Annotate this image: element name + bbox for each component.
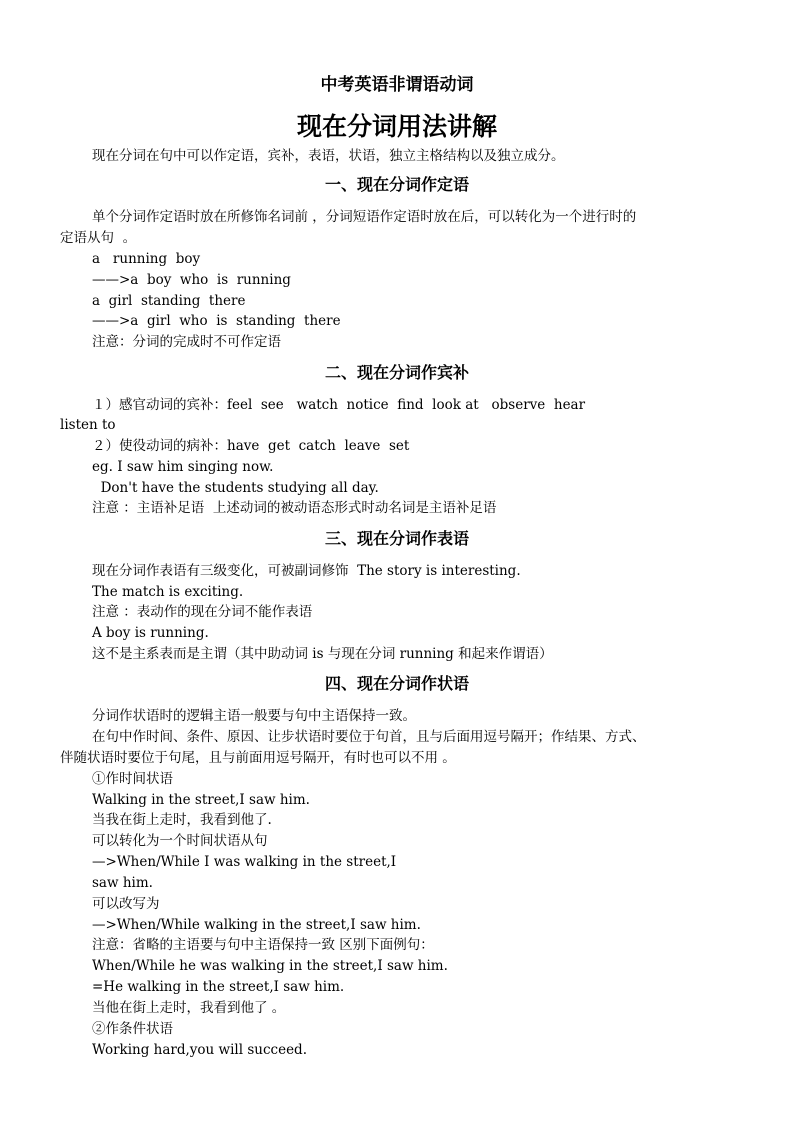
body-line: ②作条件状语 bbox=[92, 1021, 173, 1037]
body-line: saw him. bbox=[92, 875, 153, 891]
body-line: a girl standing there bbox=[92, 293, 246, 309]
body-line: 伴随状语时要位于句尾，且与前面用逗号隔开，有时也可以不用 。 bbox=[60, 750, 456, 766]
body-line: 在句中作时间、条件、原因、让步状语时要位于句首，且与后面用逗号隔开；作结果、方式、 bbox=[92, 729, 646, 745]
body-line: ——>a boy who is running bbox=[92, 272, 291, 288]
body-line: 注意 ：表动作的现在分词不能作表语 bbox=[92, 604, 313, 620]
body-line: eg. I saw him singing now. bbox=[92, 459, 274, 475]
body-line: 可以转化为一个时间状语从句 bbox=[92, 833, 268, 849]
section-heading: 一、现在分词作定语 bbox=[324, 175, 469, 194]
body-line: １）感官动词的宾补：feel see watch notice find look at observe hear bbox=[92, 397, 586, 413]
body-line: ２）使役动词的病补：have get catch leave set bbox=[92, 438, 410, 454]
intro-paragraph: 现在分词在句中可以作定语，宾补，表语，状语，独立主格结构以及独立成分。 bbox=[92, 148, 565, 164]
document-title: 现在分词用法讲解 bbox=[296, 112, 497, 141]
section-heading: 三、现在分词作表语 bbox=[324, 529, 469, 548]
body-line: ①作时间状语 bbox=[92, 771, 173, 787]
body-line: —>When/While I was walking in the street,I bbox=[92, 854, 397, 870]
body-line: 可以改写为 bbox=[92, 896, 160, 912]
section-heading: 二、现在分词作宾补 bbox=[324, 363, 469, 382]
body-line: —>When/While walking in the street,I saw him. bbox=[92, 917, 421, 933]
body-line: 注意：分词的完成时不可作定语 bbox=[92, 334, 281, 350]
body-line: 分词作状语时的逻辑主语一般要与句中主语保持一致。 bbox=[92, 708, 416, 724]
body-line: The match is exciting. bbox=[92, 584, 244, 600]
body-line: A boy is running. bbox=[92, 625, 209, 641]
body-line: 这不是主系表而是主谓（其中助动词 is 与现在分词 running 和起来作谓语） bbox=[92, 646, 553, 662]
body-line: Walking in the street,I saw him. bbox=[92, 792, 310, 808]
section-heading: 四、现在分词作状语 bbox=[324, 674, 469, 693]
document-supertitle: 中考英语非谓语动词 bbox=[320, 75, 474, 95]
body-line: 当他在街上走时，我看到他了 。 bbox=[92, 1000, 286, 1016]
body-line: ——>a girl who is standing there bbox=[92, 313, 341, 329]
body-line: Don't have the students studying all day. bbox=[92, 480, 379, 496]
body-line: =He walking in the street,I saw him. bbox=[92, 979, 345, 995]
body-line: 注意 ：主语补足语 上述动词的被动语态形式时动名词是主语补足语 bbox=[92, 500, 497, 516]
body-line: a running boy bbox=[92, 251, 201, 267]
body-line: When/While he was walking in the street,I saw him. bbox=[92, 958, 448, 974]
body-line: 定语从句 。 bbox=[60, 230, 137, 246]
body-line: 单个分词作定语时放在所修饰名词前 ，分词短语作定语时放在后，可以转化为一个进行时的 bbox=[92, 209, 637, 225]
body-line: listen to bbox=[60, 417, 116, 433]
body-line: Working hard,you will succeed. bbox=[92, 1042, 307, 1058]
body-line: 注意：省略的主语要与句中主语保持一致 区别下面例句： bbox=[92, 937, 434, 953]
body-line: 当我在街上走时，我看到他了. bbox=[92, 812, 272, 828]
body-line: 现在分词作表语有三级变化，可被副词修饰 The story is interesting. bbox=[92, 563, 521, 579]
